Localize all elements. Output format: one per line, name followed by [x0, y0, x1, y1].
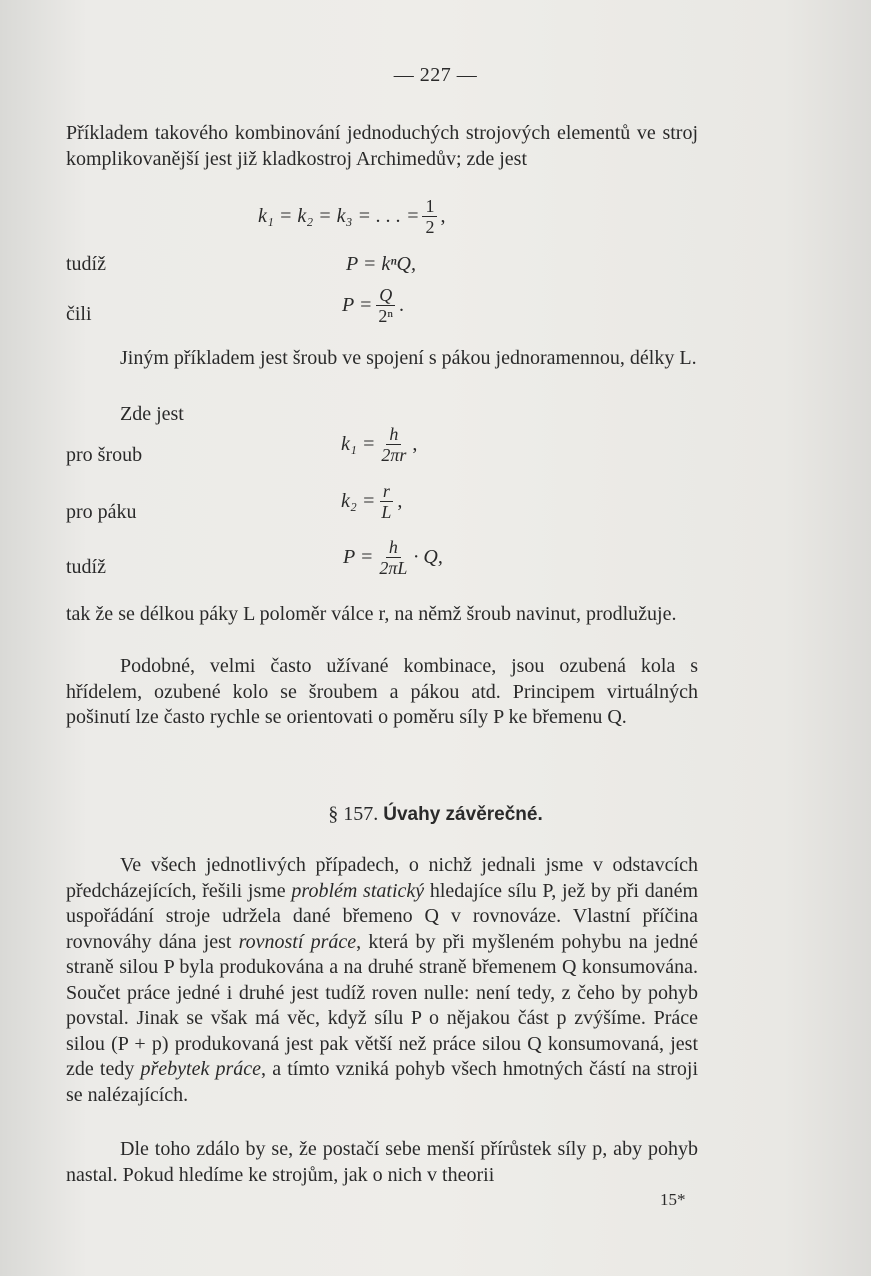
fraction-numerator: r: [380, 481, 393, 502]
equation-k-ratio: [258, 196, 445, 237]
equation-lhs: k₂ =: [341, 490, 376, 512]
equation-lhs: k₁ =: [341, 433, 376, 455]
fraction: [378, 424, 409, 465]
fraction-denominator: 2πL: [379, 558, 408, 578]
page-number: — 227 —: [393, 64, 478, 86]
equation-p-q-over-2n: [342, 285, 404, 326]
equation-lhs: P =: [343, 546, 374, 568]
fraction-denominator: 2: [425, 217, 435, 237]
emphasis-problem-staticky: problém statický: [291, 879, 425, 902]
fraction-numerator: h: [386, 424, 401, 445]
fraction-denominator: 2ⁿ: [378, 306, 394, 326]
fraction-denominator: 2πr: [381, 445, 407, 465]
text-run: , která by při myšleném pohybu na jedné straně silou P byla produkována a na druhé straně břemenem Q konsumována. Součet práce jedné i druhé jest tudíž roven nulle: není tedy, z čeho by pohyb povstal. Jinak se však má věc, když sílu P o nějakou část p zvýšíme. Práce silou (P + p) produkovaná jest pak větší než práce silou Q konsumovaná, jest zde tedy: [66, 930, 698, 1080]
paragraph-screw-lever: Jiným příkladem jest šroub ve spojení s pákou jednoramennou, délky L.: [120, 347, 697, 369]
signature-mark: 15*: [660, 1190, 686, 1209]
equation-k1: [341, 424, 417, 465]
equation-lhs: P =: [342, 294, 373, 316]
fraction-numerator: 1: [422, 196, 437, 217]
label-cili: čili: [66, 303, 92, 325]
fraction-numerator: Q: [376, 285, 395, 306]
emphasis-prebytek-prace: přebytek práce: [140, 1058, 262, 1080]
equation-tail: .: [399, 294, 405, 316]
section-number: § 157.: [328, 803, 379, 825]
label-pro-sroub: pro šroub: [66, 444, 143, 466]
paragraph-lever-length: tak že se délkou páky L poloměr válce r, na němž šroub navinut, prodlužuje.: [66, 603, 677, 625]
fraction-numerator: h: [386, 537, 401, 558]
emphasis-rovnost-prace: rovností práce: [238, 930, 357, 953]
paragraph-combinations: Podobné, velmi často užívané kombinace, jsou ozubená kola s hřídelem, ozubené kolo se šroubem a pákou atd. Principem virtuálných pošinutí lze často rychle se orientovati o poměru síly P ke břemenu Q.: [66, 655, 698, 728]
label-pro-paku: pro páku: [66, 501, 137, 523]
text-run: hledajíce sílu P, jež by při daném uspořádání stroje udržela dané břemeno Q v rovnováze. Vlastní příčina rovnováhy dána jest: [66, 879, 699, 953]
equation-tail: ,: [440, 205, 446, 227]
equation-tail: ,: [397, 490, 403, 512]
fraction: [375, 285, 396, 326]
equation-p-kn-q: [346, 253, 416, 276]
equation-p-h-over-2pil: [343, 537, 443, 578]
section-heading: [0, 803, 871, 826]
paragraph-conclusion: Dle toho zdálo by se, že postačí sebe menší přírůstek síly p, aby pohyb nastal. Pokud hledíme ke strojům, jak o nich v theorii: [66, 1138, 698, 1186]
text-run: , a tímto vzniká pohyb všech hmotných částí na stroji se nalézajících.: [66, 1058, 698, 1106]
paragraph-zde-jest: Zde jest: [120, 403, 184, 425]
equation-k2: [341, 481, 402, 522]
fraction-denominator: L: [381, 502, 392, 522]
label-tudiz-2: tudíž: [66, 556, 106, 578]
text-run: Ve všech jednotlivých případech, o nichž jednali jsme v odstavcích předcházejících, řešili jsme: [66, 854, 698, 902]
equation-tail: · Q,: [413, 546, 443, 568]
fraction: [422, 196, 437, 237]
equation-lhs: k₁ = k₂ = k₃ = . . . =: [258, 205, 420, 227]
fraction: [378, 481, 394, 522]
equation-text: P = kⁿQ,: [346, 253, 416, 275]
paragraph-static-problem: [66, 853, 698, 1108]
section-title: Úvahy závěrečné.: [383, 804, 543, 825]
label-tudiz: tudíž: [66, 253, 106, 275]
equation-tail: ,: [412, 433, 418, 455]
paragraph-intro: Příkladem takového kombinování jednoduchých strojových elementů ve stroj komplikovanější jest již kladkostroj Archimedův; zde jest: [66, 122, 698, 170]
fraction: [376, 537, 410, 578]
